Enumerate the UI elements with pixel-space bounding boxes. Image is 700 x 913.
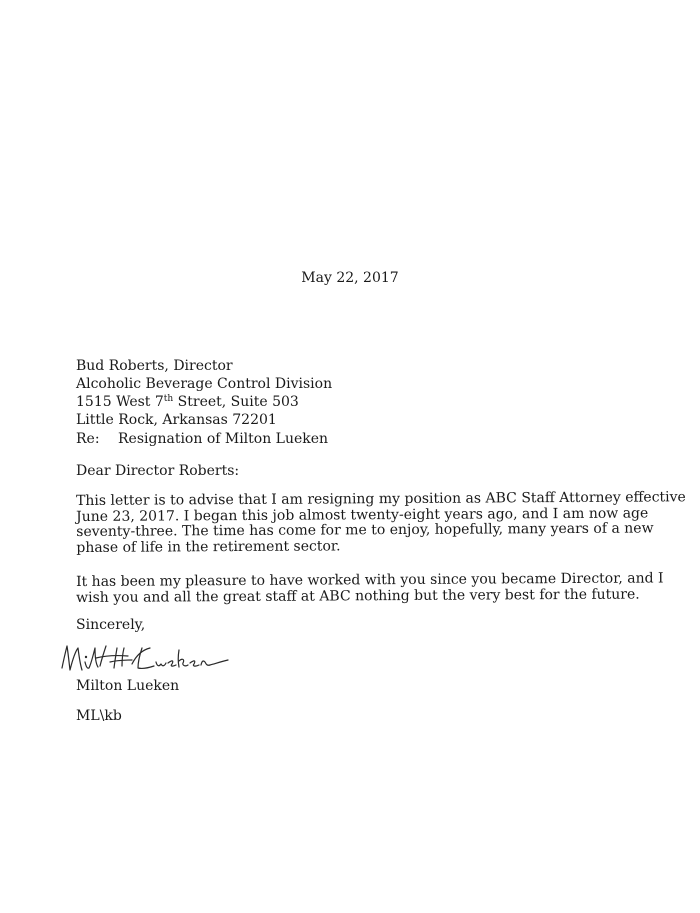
body-paragraph-1 [75, 489, 686, 556]
recipient-street [76, 393, 332, 411]
letter-date: May 22, 2017 [301, 270, 399, 286]
recipient-city: Little Rock, Arkansas 72201 [76, 412, 277, 428]
recipient-name: Bud Roberts, Director [76, 358, 233, 374]
recipient-address [76, 357, 332, 429]
paragraph-line: wish you and all the great staff at ABC nothing but the very best for the future. [76, 586, 640, 606]
street-prefix: 1515 West 7 [76, 394, 164, 410]
street-superscript: th [163, 394, 174, 404]
paragraph-line: seventy-three. The time has come for me to enjoy, hopefully, many years of a new [76, 520, 654, 540]
street-suffix: Street, Suite 503 [173, 394, 299, 410]
subject-text: Resignation of Milton Lueken [118, 431, 329, 447]
salutation: Dear Director Roberts: [76, 463, 240, 479]
recipient-organization: Alcoholic Beverage Control Division [76, 376, 333, 392]
body-paragraph-2 [75, 570, 664, 606]
paragraph-line: This letter is to advise that I am resigning my position as ABC Staff Attorney effective [75, 489, 686, 509]
reference-initials: ML\kb [76, 708, 122, 724]
closing: Sincerely, [76, 617, 146, 633]
paragraph-line: June 23, 2017. I began this job almost twenty-eight years ago, and I am now age [76, 505, 649, 525]
subject-label: Re: [76, 431, 100, 447]
signer-name: Milton Lueken [76, 678, 180, 694]
subject-line [76, 431, 328, 447]
paragraph-line: It has been my pleasure to have worked with you since you became Director, and I [75, 570, 664, 590]
paragraph-line: phase of life in the retirement sector. [76, 537, 341, 556]
handwritten-signature [58, 636, 238, 682]
